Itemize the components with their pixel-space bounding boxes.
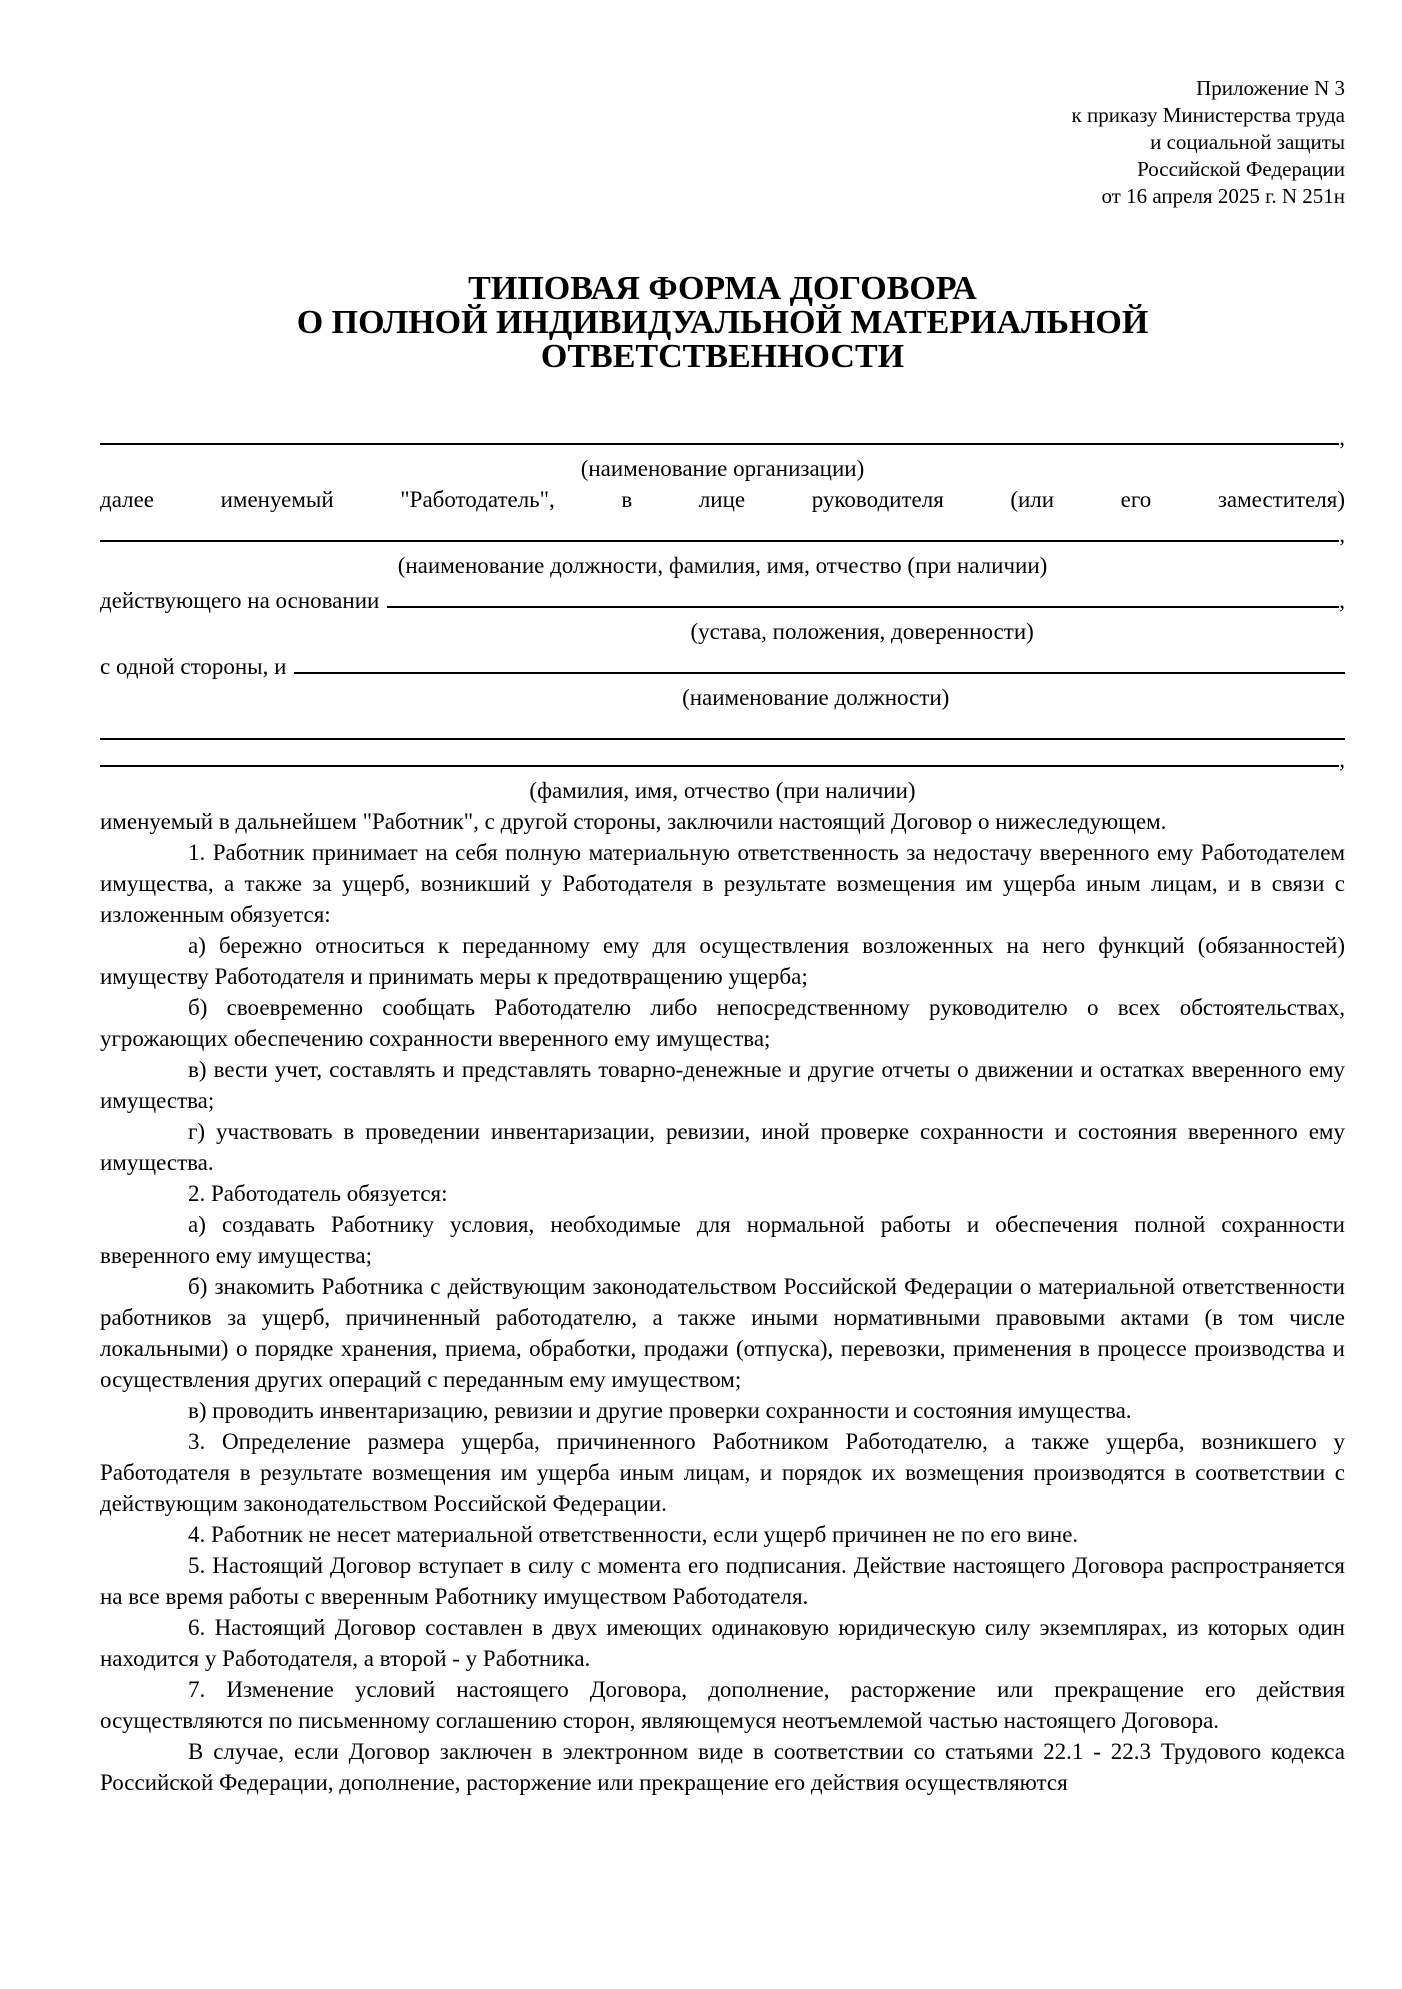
paragraph-2a: а) создавать Работнику условия, необходимые для нормальной работы и обеспечения полной сохранности вверенного ему имущества; <box>100 1212 1345 1268</box>
paragraph-3: 3. Определение размера ущерба, причиненного Работником Работодателю, а также ущерба, возникшего у Работодателя в результате возмещения им ущерба иным лицам, и порядок их возмещения производятся в соответствии с действующим законодательством Российской Федерации. <box>100 1429 1345 1516</box>
field-caption: (фамилия, имя, отчество (при наличии) <box>529 778 916 803</box>
blank-suffix: , <box>1339 425 1345 450</box>
contract-body <box>100 806 1345 1798</box>
document-title <box>100 272 1345 374</box>
field-caption: (устава, положения, доверенности) <box>690 619 1034 644</box>
field-prefix: действующего на основании <box>100 588 380 613</box>
field-caption: (наименование должности, фамилия, имя, отчество (при наличии) <box>397 553 1048 578</box>
field-caption-row <box>100 453 1345 484</box>
paragraph-1v: в) вести учет, составлять и представлять товарно-денежные и другие отчеты о движении и остатках вверенного ему имущества; <box>100 1057 1345 1113</box>
blank-line <box>387 581 1339 608</box>
field-position-fullname <box>100 515 1345 550</box>
appendix-header-line: Российской Федерации <box>1137 157 1345 181</box>
appendix-header-line: и социальной защиты <box>1150 130 1345 154</box>
paragraph-1a: а) бережно относиться к переданному ему для осуществления возложенных на него функций (обязанностей) имуществу Работодателя и принимать меры к предотвращению ущерба; <box>100 933 1345 989</box>
appendix-header-line: от 16 апреля 2025 г. N 251н <box>1101 184 1345 208</box>
blank-line <box>294 647 1345 674</box>
field-caption-row <box>100 775 1345 806</box>
paragraph-2: 2. Работодатель обязуется: <box>188 1181 448 1206</box>
field-caption: (наименование организации) <box>580 456 865 481</box>
blank-suffix: , <box>1339 522 1345 547</box>
paragraph-6: 6. Настоящий Договор составлен в двух имеющих одинаковую юридическую силу экземплярах, из которых один находится у Работодателя, а второй - у Работника. <box>100 1615 1345 1671</box>
blank-line <box>100 418 1339 445</box>
field-caption-row <box>100 682 1345 713</box>
employer-clause: далее именуемый "Работодатель", в лице руководителя (или его заместителя) <box>100 487 1345 512</box>
paragraph-5: 5. Настоящий Договор вступает в силу с момента его подписания. Действие настоящего Договора распространяется на все время работы с вверенным Работнику имуществом Работодателя. <box>100 1553 1345 1609</box>
document-title-line: ТИПОВАЯ ФОРМА ДОГОВОРА <box>468 270 977 307</box>
blank-line <box>100 515 1339 542</box>
blank-line <box>100 740 1339 767</box>
field-prefix: с одной стороны, и <box>100 654 287 679</box>
blank-suffix: , <box>1339 588 1345 613</box>
document-title-line: ОТВЕТСТВЕННОСТИ <box>540 338 905 375</box>
appendix-header-line: к приказу Министерства труда <box>1071 103 1345 127</box>
paragraph-2b: б) знакомить Работника с действующим законодательством Российской Федерации о материальной ответственности работников за ущерб, причиненный работодателю, а также иными нормативными правовыми актами (в том числе локальными) о порядке хранения, приема, обработки, продажи (отпуска), перевозки, применения в процессе производства и осуществления других операций с переданным ему имуществом; <box>100 1274 1345 1392</box>
appendix-header <box>100 75 1345 210</box>
paragraph-4: 4. Работник не несет материальной ответственности, если ущерб причинен не по его вине. <box>188 1522 1079 1547</box>
field-worker-fullname-line2 <box>100 740 1345 775</box>
appendix-header-line: Приложение N 3 <box>1196 76 1345 100</box>
paragraph-2v: в) проводить инвентаризацию, ревизии и другие проверки сохранности и состояния имущества. <box>188 1398 1132 1423</box>
paragraph-1: 1. Работник принимает на себя полную материальную ответственность за недостачу вверенного ему Работодателем имущества, а также за ущерб, возникший у Работодателя в результате возмещения им ущерба иным лицам, и в связи с изложенным обязуется: <box>100 840 1345 927</box>
paragraph-electronic-form: В случае, если Договор заключен в электронном виде в соответствии со статьями 22.1 - 22.3 Трудового кодекса Российской Федерации, дополнение, расторжение или прекращение его действия осуществляются <box>100 1739 1345 1795</box>
field-worker-position <box>100 647 1345 682</box>
document-title-line: О ПОЛНОЙ ИНДИВИДУАЛЬНОЙ МАТЕРИАЛЬНОЙ <box>296 304 1149 341</box>
blank-line <box>100 713 1345 740</box>
field-acting-basis <box>100 581 1345 616</box>
field-caption-row <box>100 550 1345 581</box>
paragraph-worker-clause: именуемый в дальнейшем "Работник", с другой стороны, заключили настоящий Договор о нижеследующем. <box>100 809 1167 834</box>
paragraph-1g: г) участвовать в проведении инвентаризации, ревизии, иной проверке сохранности и состояния вверенного ему имущества. <box>100 1119 1345 1175</box>
field-worker-fullname-line1 <box>100 713 1345 740</box>
field-caption-row <box>100 616 1345 647</box>
blank-suffix: , <box>1339 747 1345 772</box>
field-caption: (наименование должности) <box>682 685 950 710</box>
paragraph-7: 7. Изменение условий настоящего Договора, дополнение, расторжение или прекращение его действия осуществляются по письменному соглашению сторон, являющемуся неотъемлемой частью настоящего Договора. <box>100 1677 1345 1733</box>
paragraph-1b: б) своевременно сообщать Работодателю либо непосредственному руководителю о всех обстоятельствах, угрожающих обеспечению сохранности вверенного ему имущества; <box>100 995 1345 1051</box>
field-organization-name <box>100 418 1345 453</box>
parties-form-section <box>100 418 1345 806</box>
